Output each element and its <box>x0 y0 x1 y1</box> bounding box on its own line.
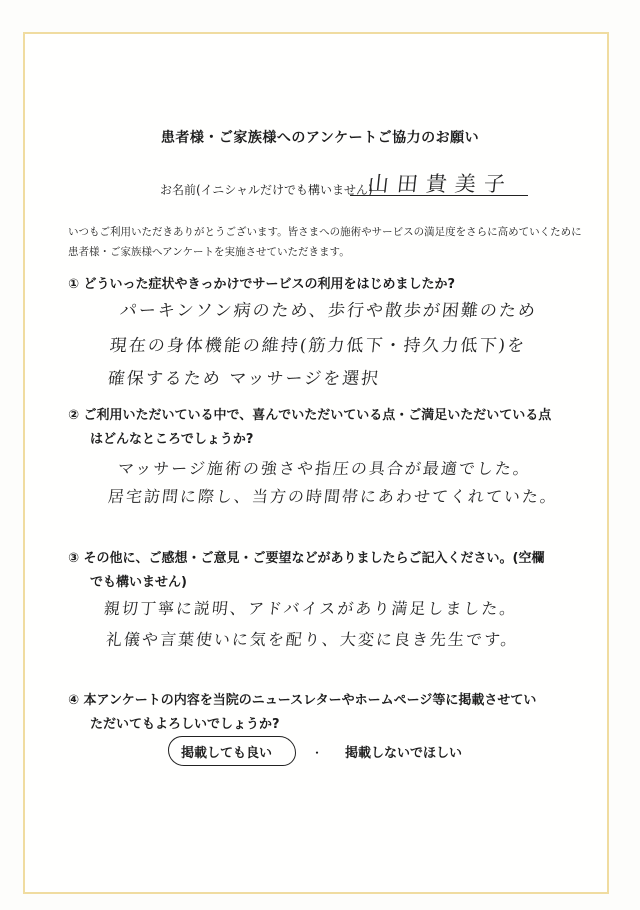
question-text-line: ご利用いただいている中で、喜んでいただいている点・ご満足いただいている点 <box>83 408 552 423</box>
question-text-line: どういった症状やきっかけでサービスの利用をはじめましたか? <box>83 277 456 292</box>
question-1 <box>68 273 455 297</box>
name-underline <box>350 195 528 196</box>
question-text-line: 本アンケートの内容を当院のニュースレターやホームページ等に掲載させてい <box>83 693 537 708</box>
answer-1-line-3: 確保するため マッサージを選択 <box>106 369 382 389</box>
name-handwritten-value: 山田貴美子 <box>366 172 515 196</box>
question-text-line: ただいてもよろしいでしょうか? <box>90 717 280 732</box>
survey-title: 患者様・ご家族様へのアンケートご協力のお願い <box>160 130 480 146</box>
question-number: ② <box>68 408 80 423</box>
option-separator: ・ <box>311 746 324 760</box>
option-publish-no[interactable]: 掲載しないでほしい <box>345 746 463 761</box>
answer-1-line-2: 現在の身体機能の維持(筋力低下・持久力低下)を <box>108 336 528 356</box>
question-number: ③ <box>68 551 80 566</box>
answer-3-line-1: 親切丁寧に説明、アドバイスがあり満足しました。 <box>102 599 519 618</box>
option-publish-ok[interactable]: 掲載しても良い <box>181 746 273 761</box>
question-text-line: その他に、ご感想・ご意見・ご要望などがありましたらご記入ください。(空欄 <box>83 551 545 566</box>
intro-line-1: いつもご利用いただきありがとうございます。皆さまへの施術やサービスの満足度をさらに高めていくために <box>68 226 582 238</box>
question-number: ④ <box>68 693 80 708</box>
name-label: お名前(イニシャルだけでも構いません) <box>160 183 373 197</box>
answer-2-line-1: マッサージ施術の強さや指圧の具合が最適でした。 <box>116 459 532 478</box>
question-3 <box>68 547 545 595</box>
question-4 <box>68 689 536 737</box>
question-number: ① <box>68 277 80 292</box>
question-2 <box>68 404 551 452</box>
question-text-line: はどんなところでしょうか? <box>90 432 254 447</box>
question-text-line: でも構いません) <box>90 575 187 590</box>
answer-1-line-1: パーキンソン病のため、歩行や散歩が困難のため <box>118 301 538 321</box>
answer-2-line-2: 居宅訪問に際し、当方の時間帯にあわせてくれていた。 <box>106 487 559 506</box>
intro-line-2: 患者様・ご家族様へアンケートを実施させていただきます。 <box>68 246 350 258</box>
answer-3-line-2: 礼儀や言葉使いに気を配り、大変に良き先生です。 <box>104 630 520 649</box>
